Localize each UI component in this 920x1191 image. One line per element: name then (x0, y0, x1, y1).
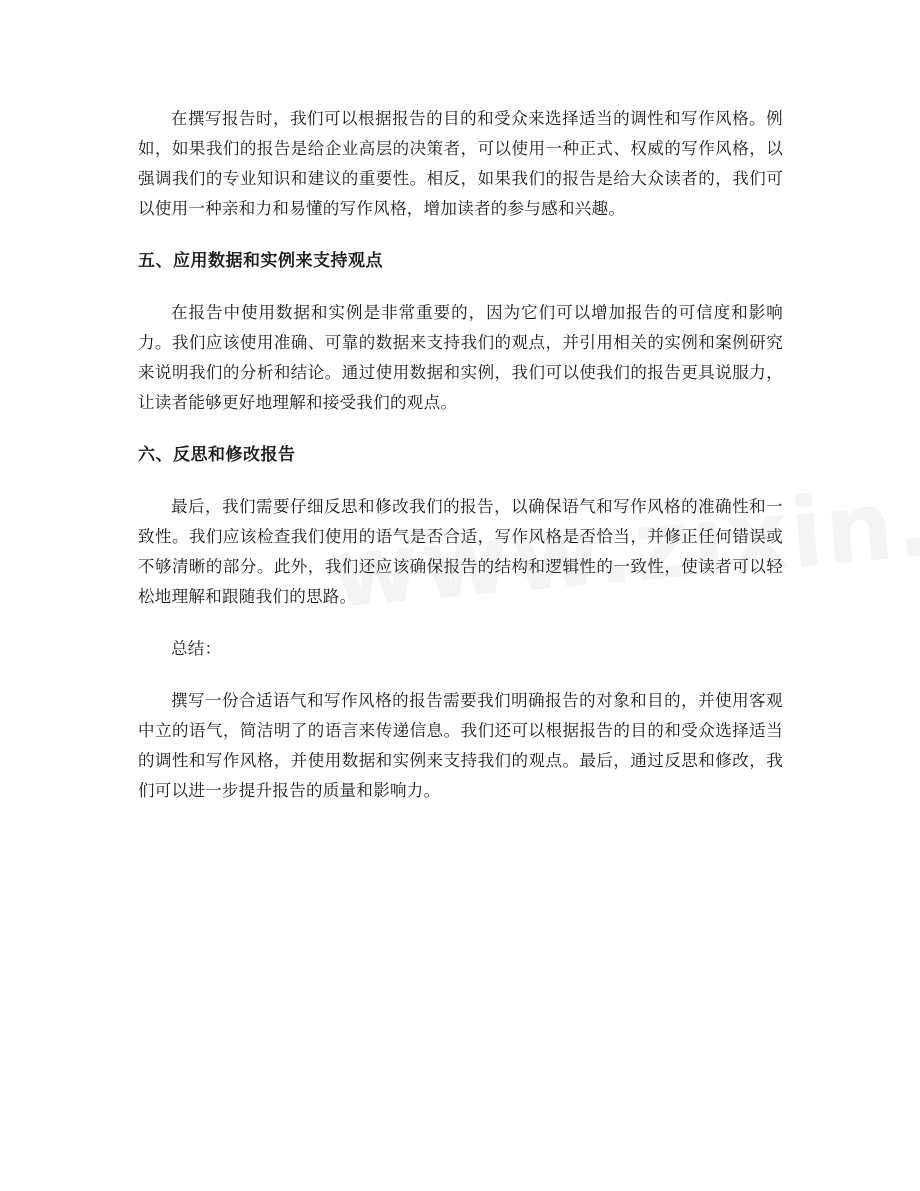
section-5-heading: 五、应用数据和实例来支持观点 (138, 251, 383, 271)
summary-label: 总结： (171, 639, 222, 658)
intro-paragraph: 在撰写报告时，我们可以根据报告的目的和受众来选择适当的调性和写作风格。例如，如果我们的报告是给企业高层的决策者，可以使用一种正式、权威的写作风格，以强调我们的专业知识和建议的重要性。相反，如果我们的报告是给大众读者的，我们可以使用一种亲和力和易懂的写作风格，增加读者的参与感和兴趣。 (138, 109, 783, 218)
section-6-heading: 六、反思和修改报告 (138, 445, 296, 465)
section-6-paragraph: 最后，我们需要仔细反思和修改我们的报告，以确保语气和写作风格的准确性和一致性。我们应该检查我们使用的语气是否合适，写作风格是否恰当，并修正任何错误或不够清晰的部分。此外，我们还应该确保报告的结构和逻辑性的一致性，使读者可以轻松地理解和跟随我们的思路。 (138, 497, 783, 606)
section-5-paragraph: 在报告中使用数据和实例是非常重要的，因为它们可以增加报告的可信度和影响力。我们应该使用准确、可靠的数据来支持我们的观点，并引用相关的实例和案例研究来说明我们的分析和结论。通过使用数据和实例，我们可以使我们的报告更具说服力，让读者能够更好地理解和接受我们的观点。 (138, 303, 783, 412)
document-body (138, 104, 783, 806)
summary-paragraph: 撰写一份合适语气和写作风格的报告需要我们明确报告的对象和目的，并使用客观中立的语气，简洁明了的语言来传递信息。我们还可以根据报告的目的和受众选择适当的调性和写作风格，并使用数据和实例来支持我们的观点。最后，通过反思和修改，我们可以进一步提升报告的质量和影响力。 (138, 691, 783, 800)
